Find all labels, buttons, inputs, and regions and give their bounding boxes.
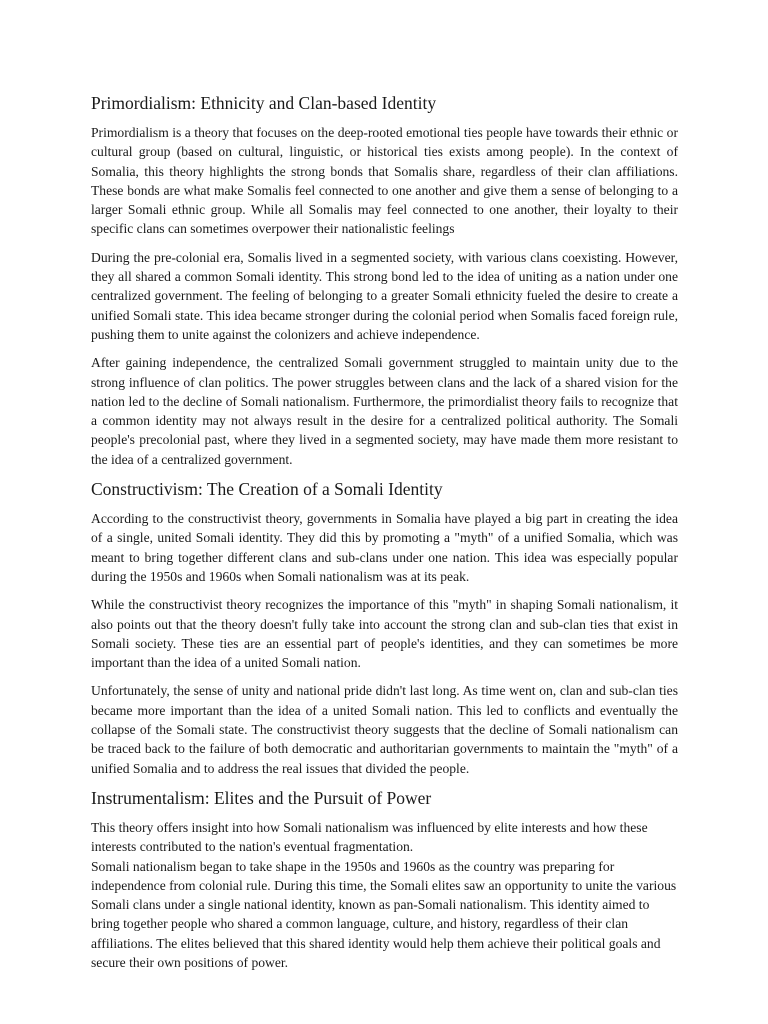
section-heading: Constructivism: The Creation of a Somali Identity <box>91 479 443 500</box>
section-heading: Primordialism: Ethnicity and Clan-based Identity <box>91 93 437 113</box>
paragraph: While the constructivist theory recognizes the importance of this "myth" in shaping Somali nationalism, it also points out that the theory doesn't fully take into account the strong clan and sub-clan ties that exist in Somali society. These ties are an essential part of people's identities, and they can sometimes be more important than the idea of a united Somali nation. <box>91 597 678 671</box>
paragraph: During the pre-colonial era, Somalis lived in a segmented society, with various clans coexisting. However, they all shared a common Somali identity. This strong bond led to the idea of uniting as a nation under one centralized government. The feeling of belonging to a greater Somali ethnicity fueled the desire to create a unified Somali state. This idea became stronger during the colonial period when Somalis faced foreign rule, pushing them to unite against the colonizers and achieve independence. <box>91 249 678 342</box>
section-primordialism <box>91 92 678 469</box>
section-heading: Instrumentalism: Elites and the Pursuit of Power <box>91 787 432 808</box>
paragraph: Somali nationalism began to take shape in the 1950s and 1960s as the country was preparing for independence from colonial rule. During this time, the Somali elites saw an opportunity to unite the various Somali clans under a single national identity, known as pan-Somali nationalism. This identity aimed to bring together people who shared a common language, culture, and history, regardless of their clan affiliations. The elites believed that this shared identity would help them achieve their political goals and secure their own positions of power. <box>91 858 677 970</box>
section-constructivism <box>91 478 678 778</box>
paragraph: Primordialism is a theory that focuses on the deep-rooted emotional ties people have towards their ethnic or cultural group (based on cultural, linguistic, or historical ties exists among people). In the context of Somalia, this theory highlights the strong bonds that Somalis share, regardless of their clan affiliations. These bonds are what make Somalis feel connected to one another and give them a sense of belonging to a larger Somali ethnic group. While all Somalis may feel connected to one another, their loyalty to their specific clans can sometimes overpower their nationalistic feelings <box>91 125 678 237</box>
paragraph: Unfortunately, the sense of unity and national pride didn't last long. As time went on, clan and sub-clan ties became more important than the idea of a united Somali nation. This led to conflicts and eventually the collapse of the Somali state. The constructivist theory suggests that the decline of Somali nationalism can be traced back to the failure of both democratic and authoritarian governments to maintain the "myth" of a unified Somalia and to address the real issues that divided the people. <box>91 683 678 776</box>
paragraph: After gaining independence, the centralized Somali government struggled to maintain unity due to the strong influence of clan politics. The power struggles between clans and the lack of a shared vision for the nation led to the decline of Somali nationalism. Furthermore, the primordialist theory fails to recognize that a common identity may not always result in the desire for a centralized political authority. The Somali people's precolonial past, where they lived in a segmented society, may have made them more resistant to the idea of a centralized government. <box>91 355 678 467</box>
section-instrumentalism <box>91 787 678 972</box>
paragraph: This theory offers insight into how Somali nationalism was influenced by elite interests and how these interests contributed to the nation's eventual fragmentation. <box>91 819 648 855</box>
paragraph: According to the constructivist theory, governments in Somalia have played a big part in creating the idea of a single, united Somali identity. They did this by promoting a "myth" of a unified Somalia, which was meant to bring together different clans and sub-clans under one nation. This idea was especially popular during the 1950s and 1960s when Somali nationalism was at its peak. <box>91 511 678 584</box>
